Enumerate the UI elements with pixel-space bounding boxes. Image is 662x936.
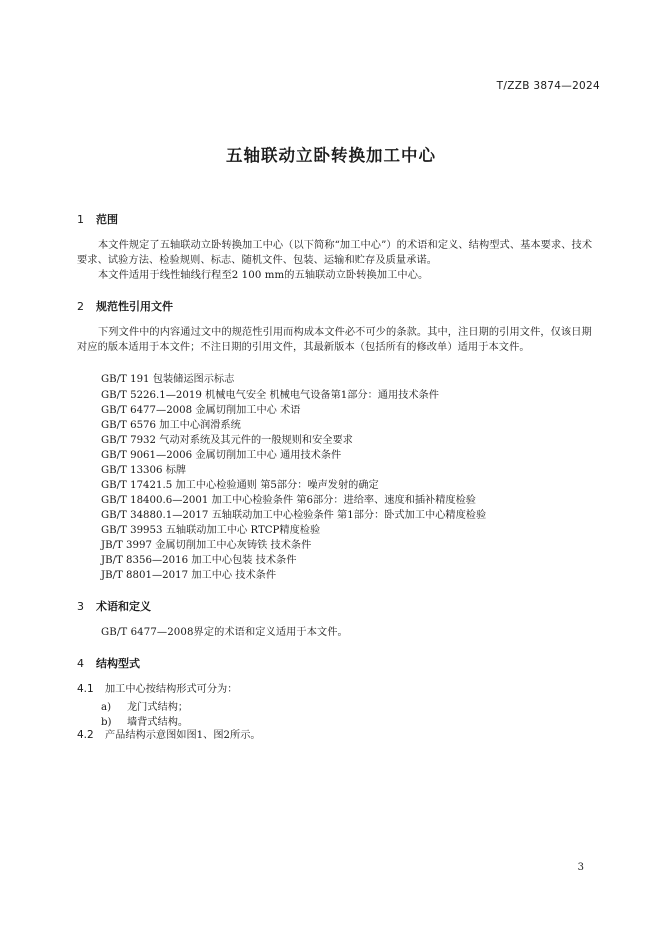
section-number: 2	[77, 300, 84, 313]
section-number: 3	[77, 600, 84, 613]
reference-item: GB/T 34880.1—2017 五轴联动加工中心检验条件 第1部分：卧式加工中心精度检验	[101, 510, 487, 521]
section-heading-4	[77, 655, 140, 671]
reference-item: GB/T 6576 加工中心润滑系统	[101, 420, 241, 431]
clause-number: 4.1	[77, 683, 94, 695]
section-title: 结构型式	[96, 657, 140, 670]
reference-item: GB/T 191 包装储运图示标志	[101, 374, 235, 385]
reference-item: JB/T 8801—2017 加工中心 技术条件	[101, 570, 277, 581]
reference-item: GB/T 18400.6—2001 加工中心检验条件 第6部分：进给率、速度和插补精度检验	[101, 495, 476, 506]
section-heading-3	[77, 598, 151, 614]
clause-text: 加工中心按结构形式可分为：	[105, 684, 238, 695]
list-item-a	[101, 698, 188, 713]
list-label: a)	[101, 702, 112, 713]
document-code: T/ZZB 3874—2024	[496, 80, 600, 92]
scope-paragraph-2: 本文件适用于线性轴线行程至2 100 mm的五轴联动立卧转换加工中心。	[98, 270, 429, 281]
scope-paragraph-1: 本文件规定了五轴联动立卧转换加工中心（以下简称“加工中心”）的术语和定义、结构型式、基本要求、技术要求、试验方法、检验规则、标志、随机文件、包装、运输和贮存及质量承诺。	[77, 240, 593, 266]
terms-paragraph: GB/T 6477—2008界定的术语和定义适用于本文件。	[101, 627, 348, 638]
section-number: 1	[77, 213, 84, 226]
list-text: 墙背式结构。	[127, 717, 189, 728]
list-text: 龙门式结构；	[127, 702, 189, 713]
section-title: 范围	[96, 213, 118, 226]
section-number: 4	[77, 657, 84, 670]
reference-item: GB/T 13306 标牌	[101, 465, 187, 476]
section-heading-2	[77, 298, 173, 314]
list-item-b	[101, 713, 188, 728]
list-label: b)	[101, 717, 112, 728]
section-title: 术语和定义	[96, 600, 151, 613]
clause-4-2	[77, 728, 261, 743]
section-title: 规范性引用文件	[96, 300, 173, 313]
section-heading-1	[77, 211, 118, 227]
clause-number: 4.2	[77, 729, 94, 741]
reference-item: GB/T 39953 五轴联动加工中心 RTCP精度检验	[101, 525, 321, 536]
reference-item: GB/T 17421.5 加工中心检验通则 第5部分：噪声发射的确定	[101, 480, 379, 491]
clause-4-1	[77, 682, 237, 697]
reference-item: GB/T 9061—2006 金属切削加工中心 通用技术条件	[101, 450, 342, 461]
page-number: 3	[577, 862, 584, 873]
reference-item: GB/T 7932 气动对系统及其元件的一般规则和安全要求	[101, 435, 353, 446]
clause-text: 产品结构示意图如图1、图2所示。	[105, 730, 261, 741]
page-title: 五轴联动立卧转换加工中心	[226, 146, 436, 165]
reference-item: GB/T 5226.1—2019 机械电气安全 机械电气设备第1部分：通用技术条件	[101, 390, 439, 401]
references-intro: 下列文件中的内容通过文中的规范性引用而构成本文件必不可少的条款。其中，注日期的引用文件，仅该日期对应的版本适用于本文件；不注日期的引用文件，其最新版本（包括所有的修改单）适用于本文件。	[77, 327, 592, 353]
reference-item: JB/T 3997 金属切削加工中心灰铸铁 技术条件	[101, 540, 312, 551]
reference-item: GB/T 6477—2008 金属切削加工中心 术语	[101, 405, 301, 416]
reference-item: JB/T 8356—2016 加工中心包装 技术条件	[101, 555, 297, 566]
